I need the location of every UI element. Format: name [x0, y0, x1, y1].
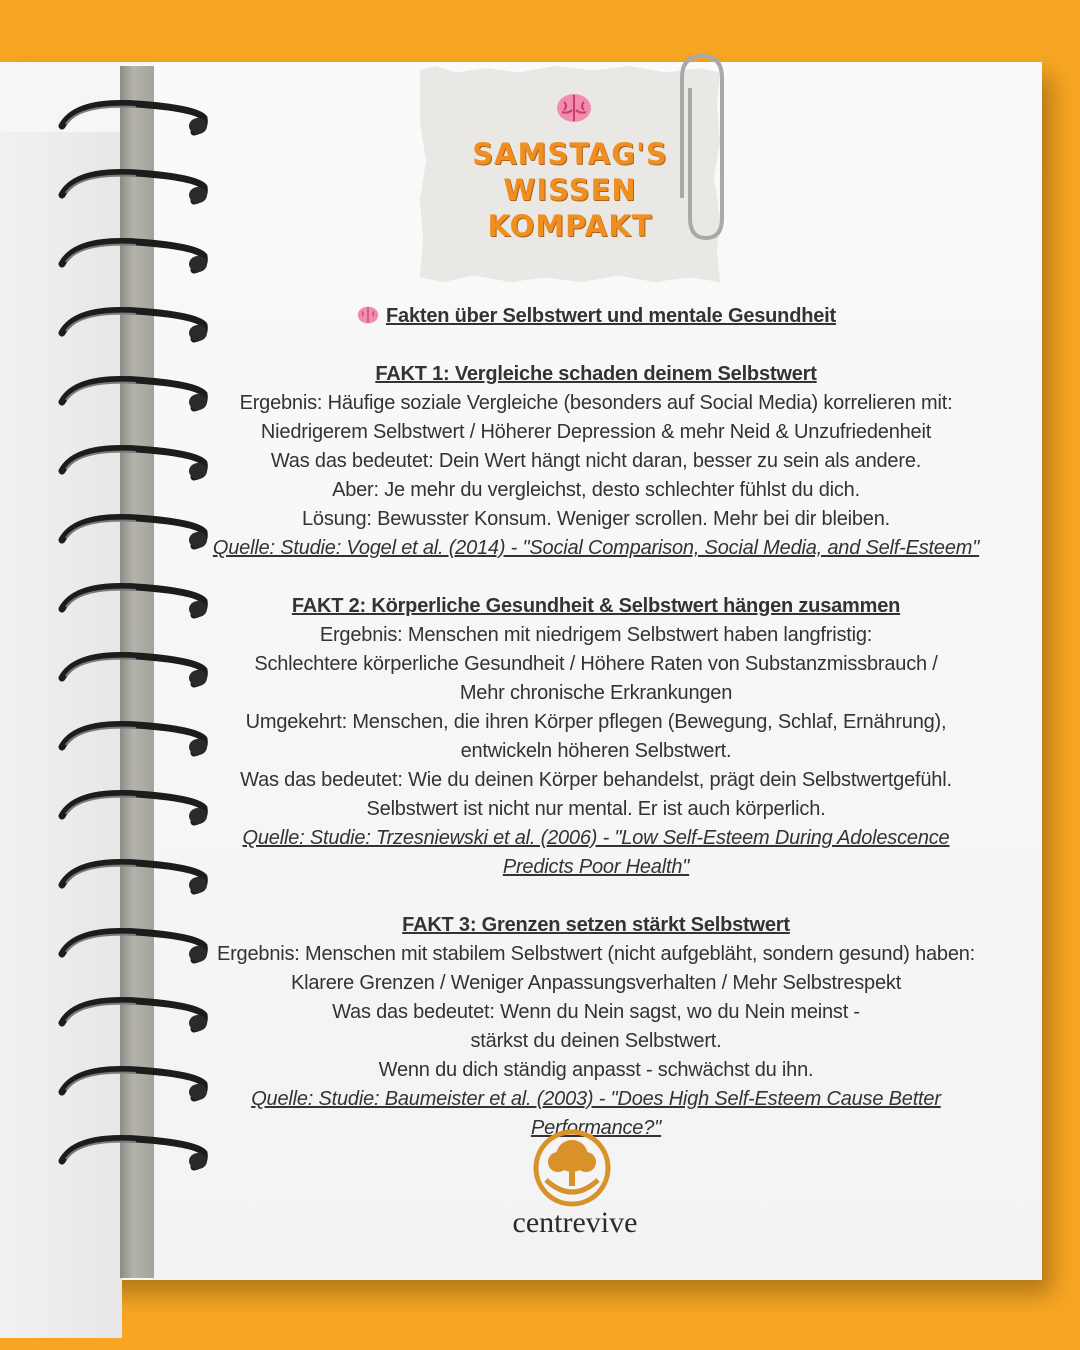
spiral-ring	[56, 165, 216, 209]
spiral-ring	[56, 441, 216, 485]
fact3-line: Ergebnis: Menschen mit stabilem Selbstwert (nicht aufgebläht, sondern gesund) haben:	[216, 943, 976, 965]
fact2-line: entwickeln höheren Selbstwert.	[460, 740, 732, 762]
brand-name: centrevive	[512, 1206, 638, 1239]
spiral-ring	[56, 579, 216, 623]
fact2-heading: FAKT 2: Körperliche Gesundheit & Selbstwert hängen zusammen	[291, 595, 901, 617]
fact2-source: Predicts Poor Health"	[502, 856, 690, 878]
spiral-ring	[56, 1131, 216, 1175]
spiral-ring	[56, 510, 216, 554]
intro-line	[208, 302, 984, 331]
spiral-ring	[56, 993, 216, 1037]
fact2-line: Selbstwert ist nicht nur mental. Er ist auch körperlich.	[366, 798, 826, 820]
spiral-ring	[56, 234, 216, 278]
spiral-ring	[56, 924, 216, 968]
fact2-line: Mehr chronische Erkrankungen	[459, 682, 733, 704]
fact3-heading: FAKT 3: Grenzen setzen stärkt Selbstwert	[402, 914, 790, 936]
fact3-line: stärkst du deinen Selbstwert.	[470, 1030, 722, 1052]
memo-title-line1: SAMSTAG'S	[472, 137, 668, 171]
fact2-line: Umgekehrt: Menschen, die ihren Körper pflegen (Bewegung, Schlaf, Ernährung),	[245, 711, 947, 733]
spiral-ring	[56, 303, 216, 347]
fact1-line: Aber: Je mehr du vergleichst, desto schlechter fühlst du dich.	[332, 479, 860, 501]
fact3-line: Klarere Grenzen / Weniger Anpassungsverhalten / Mehr Selbstrespekt	[290, 972, 902, 994]
brain-icon	[554, 90, 594, 126]
fact1-source: Quelle: Studie: Vogel et al. (2014) - "Social Comparison, Social Media, and Self-Esteem"	[212, 537, 980, 559]
fact1-line: Lösung: Bewusster Konsum. Weniger scrollen. Mehr bei dir bleiben.	[301, 508, 891, 530]
memo-title-line2: WISSEN KOMPAKT	[487, 173, 653, 243]
spiral-binding	[56, 96, 216, 1236]
spiral-ring	[56, 717, 216, 761]
spiral-ring	[56, 786, 216, 830]
fact1-line: Niedrigerem Selbstwert / Höherer Depression & mehr Neid & Unzufriedenheit	[260, 421, 932, 443]
fact2-line: Was das bedeutet: Wie du deinen Körper behandelst, prägt dein Selbstwertgefühl.	[240, 769, 952, 791]
fact1-heading: FAKT 1: Vergleiche schaden deinem Selbstwert	[375, 363, 817, 385]
spiral-ring	[56, 96, 216, 140]
paperclip-icon	[664, 48, 724, 244]
fact2-line: Schlechtere körperliche Gesundheit / Höhere Raten von Substanzmissbrauch /	[254, 653, 938, 675]
fact3-line: Wenn du dich ständig anpasst - schwächst du ihn.	[378, 1059, 814, 1081]
fact2-source: Quelle: Studie: Trzesniewski et al. (2006) - "Low Self-Esteem During Adolescence	[242, 827, 950, 849]
fact3-source: Performance?"	[530, 1117, 662, 1139]
fact3-line: Was das bedeutet: Wenn du Nein sagst, wo du Nein meinst -	[332, 1001, 860, 1023]
fact3-source: Quelle: Studie: Baumeister et al. (2003) - "Does High Self-Esteem Cause Better	[251, 1088, 941, 1110]
fact1-line: Ergebnis: Häufige soziale Vergleiche (besonders auf Social Media) korrelieren mit:	[239, 392, 953, 414]
intro-text: Fakten über Selbstwert und mentale Gesundheit	[386, 305, 836, 327]
spiral-ring	[56, 855, 216, 899]
fact2-line: Ergebnis: Menschen mit niedrigem Selbstwert haben langfristig:	[319, 624, 873, 646]
spiral-ring	[56, 372, 216, 416]
spiral-ring	[56, 648, 216, 692]
tree-logo-icon	[518, 1128, 626, 1208]
spiral-ring	[56, 1062, 216, 1106]
brain-icon	[356, 304, 380, 326]
fact1-line: Was das bedeutet: Dein Wert hängt nicht daran, besser zu sein als andere.	[270, 450, 922, 472]
fact-sheet	[208, 302, 984, 1143]
